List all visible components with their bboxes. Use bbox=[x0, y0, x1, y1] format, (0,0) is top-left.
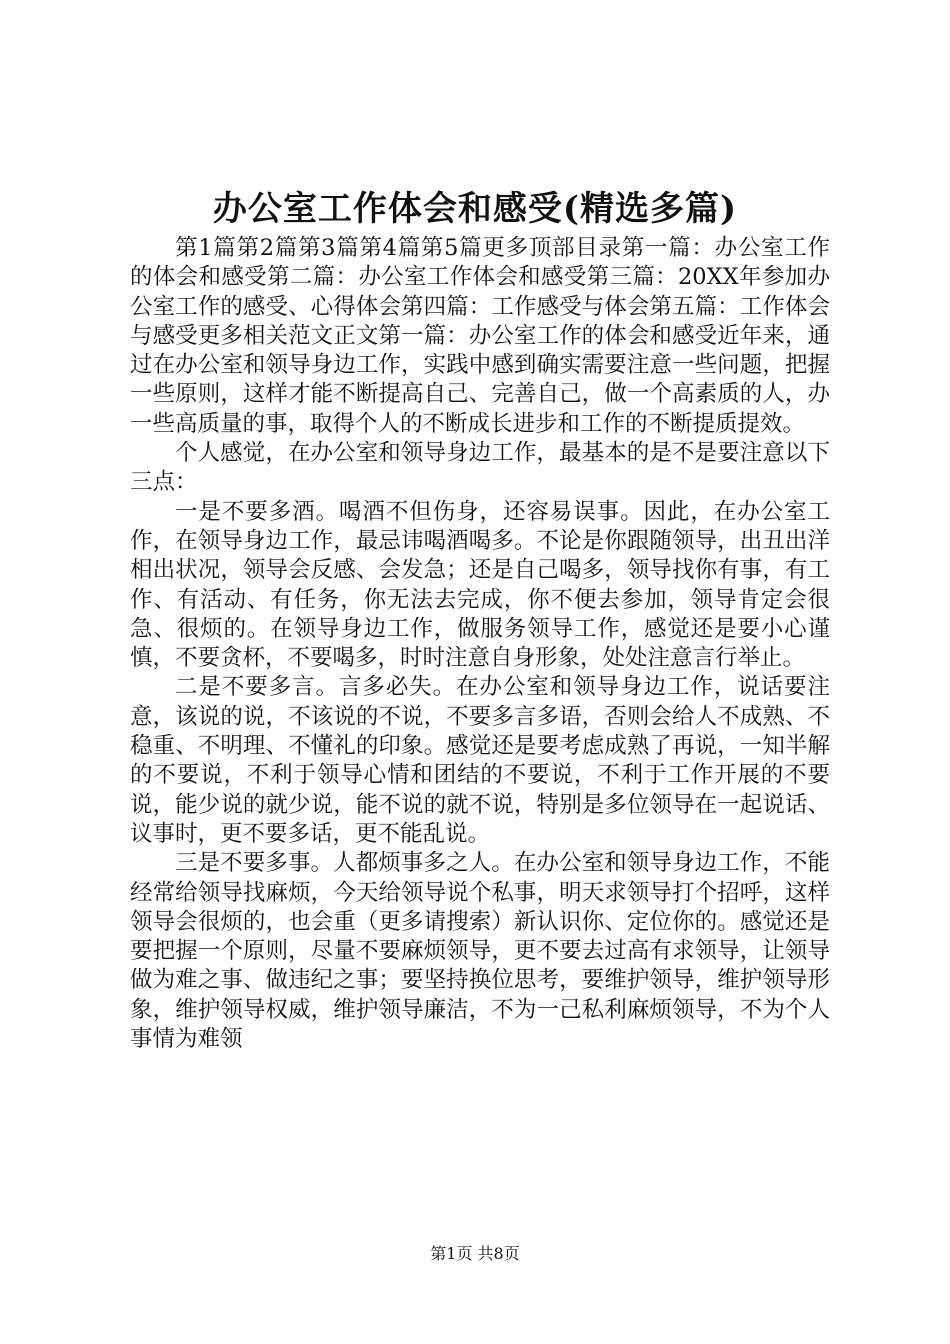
paragraph-table-of-contents: 第1篇第2篇第3篇第4篇第5篇更多顶部目录第一篇：办公室工作的体会和感受第二篇：办公室工作体会和感受第三篇：20XX年参加办公室工作的感受、心得体会第四篇：工作感受与体会第五篇：工作体会与感受更多相关范文正文第一篇：办公室工作的体会和感受近年来，通过在办公室和领导身边工作，实践中感到确实需要注意一些问题，把握一些原则，这样才能不断提高自己、完善自己，做一个高素质的人，办一些高质量的事，取得个人的不断成长进步和工作的不断提质提效。 bbox=[130, 235, 830, 437]
document-body bbox=[130, 234, 830, 1054]
paragraph-point-two: 二是不要多言。言多必失。在办公室和领导身边工作，说话要注意，该说的说，不该说的不说，不要多言多语，否则会给人不成熟、不稳重、不明理、不懂礼的印象。感觉还是要考虑成熟了再说，一知半解的不要说，不利于领导心情和团结的不要说，不利于工作开展的不要说，能少说的就少说，能不说的就不说，特别是多位领导在一起说话、议事时，更不要多话，更不能乱说。 bbox=[130, 674, 830, 847]
document-title: 办公室工作体会和感受(精选多篇) bbox=[212, 189, 738, 229]
paragraph-point-three: 三是不要多事。人都烦事多之人。在办公室和领导身边工作，不能经常给领导找麻烦，今天给领导说个私事，明天求领导打个招呼，这样领导会很烦的，也会重（更多请搜索）新认识你、定位你的。感觉还是要把握一个原则，尽量不要麻烦领导，更不要去过高有求领导，让领导做为难之事、做违纪之事；要坚持换位思考，要维护领导，维护领导形象，维护领导权威，维护领导廉洁，不为一己私利麻烦领导，不为个人事情为难领 bbox=[130, 850, 830, 1053]
page-number-footer: 第1页 共8页 bbox=[430, 1244, 520, 1263]
paragraph-intro-points: 个人感觉，在办公室和领导身边工作，最基本的是不是要注意以下三点： bbox=[130, 440, 830, 496]
paragraph-point-one: 一是不要多酒。喝酒不但伤身，还容易误事。因此，在办公室工作，在领导身边工作，最忌讳喝酒喝多。不论是你跟随领导，出丑出洋相出状况，领导会反感、会发急；还是自己喝多，领导找你有事，有工作、有活动、有任务，你无法去完成，你不便去参加，领导肯定会很急、很烦的。在领导身边工作，做服务领导工作，感觉还是要小心谨慎，不要贪杯，不要喝多，时时注意自身形象，处处注意言行举止。 bbox=[130, 498, 830, 672]
